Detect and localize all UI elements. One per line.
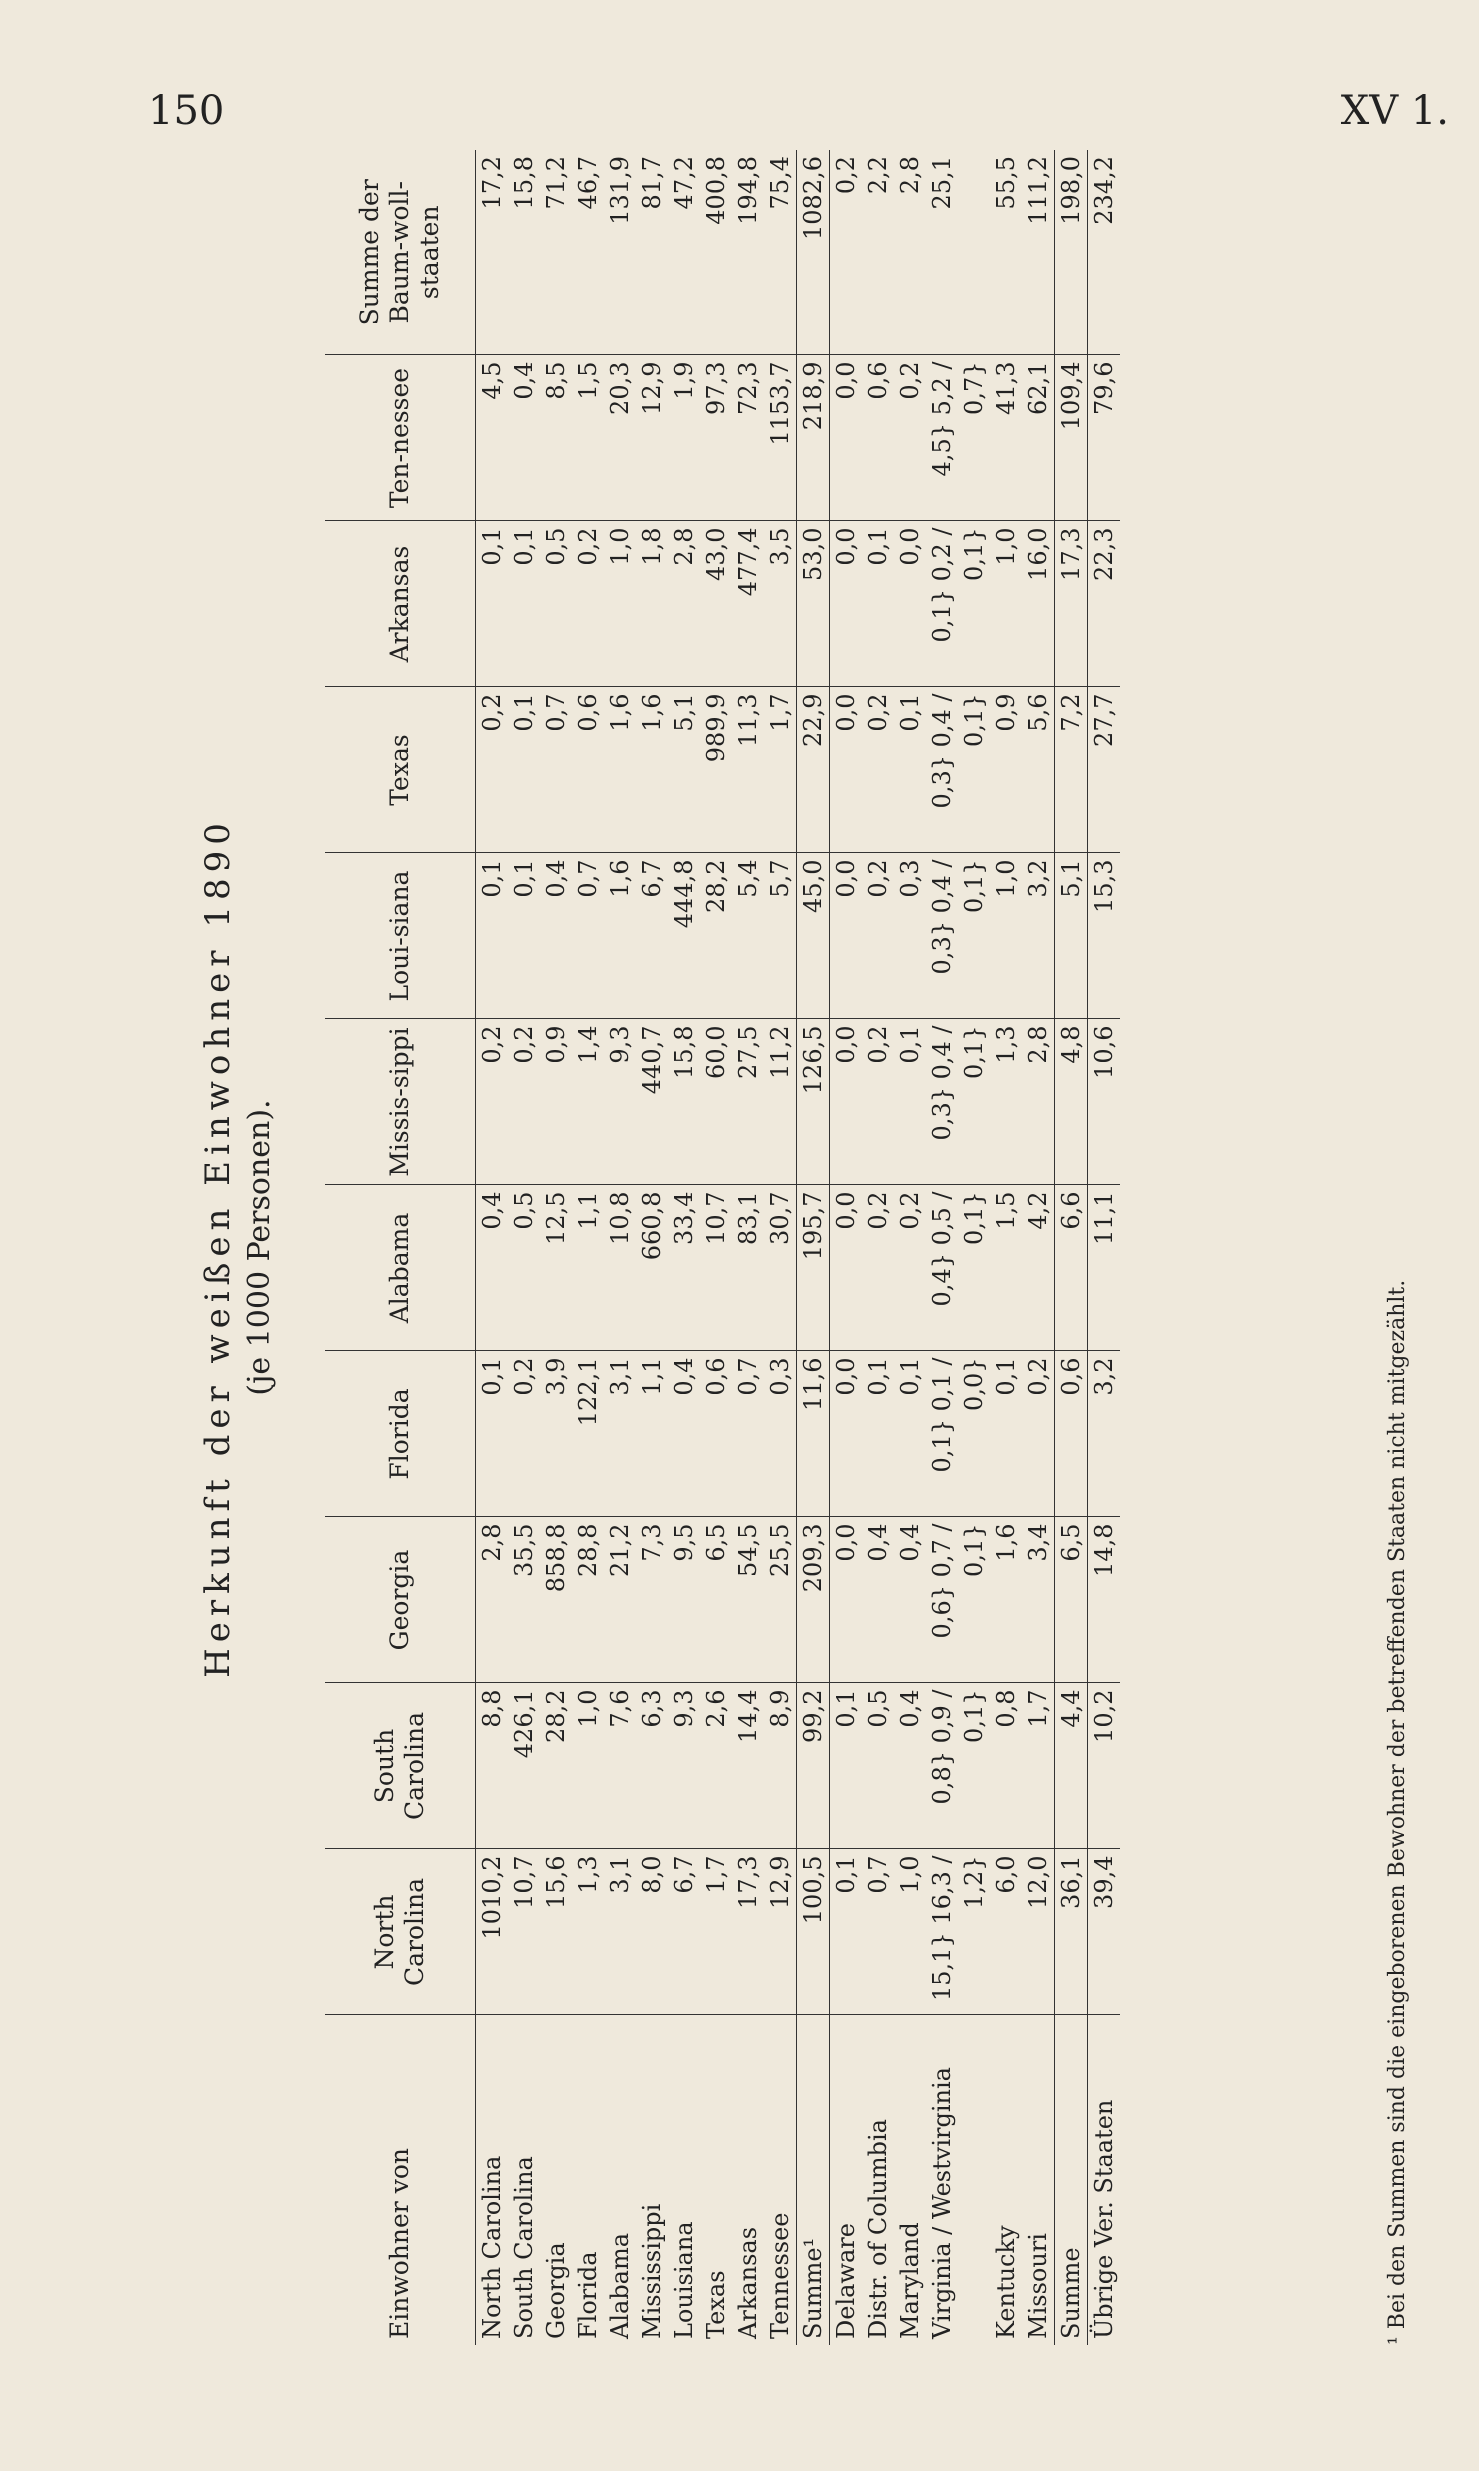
table-cell: 33,4 xyxy=(668,1185,700,1351)
table-cell: 9,3 xyxy=(604,1019,636,1185)
table-cell: 4,5 xyxy=(476,355,509,521)
table-cell: 12,0 xyxy=(1022,1849,1055,2015)
column-header: North Carolina xyxy=(325,1849,476,2015)
column-header: Summe der Baum-woll-staaten xyxy=(325,150,476,355)
table-cell: 1,7 xyxy=(1022,1683,1055,1849)
table-cell: 0,1 xyxy=(508,687,540,853)
table-cell: 28,2 xyxy=(700,853,732,1019)
table-cell: 3,5 xyxy=(764,521,797,687)
table-cell: 122,1 xyxy=(572,1351,604,1517)
table-cell: 0,1 xyxy=(830,1849,863,2015)
table-cell: 0,2 xyxy=(1022,1351,1055,1517)
row-label: Summe¹ xyxy=(797,2015,830,2345)
table-cell: 100,5 xyxy=(797,1849,830,2015)
table-cell: 1,7 xyxy=(764,687,797,853)
table-cell: 6,7 xyxy=(668,1849,700,2015)
table-title: Herkunft der weißen Einwohner 1890 xyxy=(198,817,238,1678)
table-row xyxy=(1022,150,1055,2345)
table-cell: 0,1 xyxy=(476,853,509,1019)
table-row xyxy=(636,150,668,2345)
table-cell: 0,3} 0,4 / 0,1} xyxy=(926,687,990,853)
table-cell: 60,0 xyxy=(700,1019,732,1185)
table-cell: 5,4 xyxy=(732,853,764,1019)
row-label: Tennessee xyxy=(766,2212,794,2339)
table-cell: 0,5 xyxy=(508,1185,540,1351)
table-cell: 8,8 xyxy=(476,1683,509,1849)
row-label: North Carolina xyxy=(478,2155,506,2339)
table-cell: 25,1 xyxy=(926,150,990,355)
table-row xyxy=(604,150,636,2345)
table-cell: 10,2 xyxy=(1088,1683,1121,1849)
table-cell: 1,6 xyxy=(636,687,668,853)
table-cell: 45,0 xyxy=(797,853,830,1019)
table-cell: 0,0 xyxy=(830,1351,863,1517)
table-cell: 8,0 xyxy=(636,1849,668,2015)
row-label: Georgia xyxy=(542,2242,570,2339)
table-cell: 0,1 xyxy=(508,853,540,1019)
table-cell: 4,5} 5,2 / 0,7} xyxy=(926,355,990,521)
table-cell: 0,0 xyxy=(830,853,863,1019)
table-cell: 55,5 xyxy=(990,150,1022,355)
table-cell: 0,0 xyxy=(830,1019,863,1185)
table-cell: 440,7 xyxy=(636,1019,668,1185)
table-cell: 75,4 xyxy=(764,150,797,355)
table-cell: 2,8 xyxy=(894,150,926,355)
table-cell: 6,5 xyxy=(700,1517,732,1683)
table-row xyxy=(476,150,509,2345)
table-cell: 0,4 xyxy=(476,1185,509,1351)
footnote: ¹ Bei den Summen sind die eingeborenen Bewohner der betreffenden Staaten nicht mitgezählt. xyxy=(1385,1279,1410,2345)
table-cell: 6,0 xyxy=(990,1849,1022,2015)
table-cell: 3,1 xyxy=(604,1351,636,1517)
table-cell: 6,5 xyxy=(1055,1517,1088,1683)
table-cell: 1,0 xyxy=(990,521,1022,687)
table-cell: 0,7 xyxy=(862,1849,894,2015)
table-cell: 0,1 xyxy=(894,1351,926,1517)
table-cell: 0,4 xyxy=(540,853,572,1019)
table-cell: 11,2 xyxy=(764,1019,797,1185)
origin-table xyxy=(325,150,1120,2345)
table-cell: 25,5 xyxy=(764,1517,797,1683)
table-row xyxy=(668,150,700,2345)
row-label: Mississippi xyxy=(638,2203,666,2339)
table-cell: 17,3 xyxy=(732,1849,764,2015)
table-cell: 0,1 xyxy=(894,687,926,853)
table-cell: 0,7 xyxy=(572,853,604,1019)
table-cell: 5,7 xyxy=(764,853,797,1019)
table-cell: 9,5 xyxy=(668,1517,700,1683)
table-cell: 444,8 xyxy=(668,853,700,1019)
table-cell: 0,4 xyxy=(508,355,540,521)
table-cell: 8,9 xyxy=(764,1683,797,1849)
table-cell: 1,0 xyxy=(894,1849,926,2015)
table-cell: 8,5 xyxy=(540,355,572,521)
table-cell: 660,8 xyxy=(636,1185,668,1351)
table-cell: 0,2 xyxy=(830,150,863,355)
table-cell: 0,5 xyxy=(540,521,572,687)
header-row xyxy=(325,150,476,2345)
table-cell: 17,2 xyxy=(476,150,509,355)
table-cell: 0,9 xyxy=(990,687,1022,853)
table-cell: 5,1 xyxy=(668,687,700,853)
page-number: 150 xyxy=(148,88,225,134)
table-cell: 0,2 xyxy=(508,1019,540,1185)
table-cell: 0,0 xyxy=(830,521,863,687)
table-cell: 47,2 xyxy=(668,150,700,355)
table-cell: 3,4 xyxy=(1022,1517,1055,1683)
table-cell: 0,2 xyxy=(476,687,509,853)
table-cell: 28,2 xyxy=(540,1683,572,1849)
table-cell: 16,0 xyxy=(1022,521,1055,687)
table-cell: 426,1 xyxy=(508,1683,540,1849)
table-cell: 218,9 xyxy=(797,355,830,521)
table-cell: 1,1 xyxy=(636,1351,668,1517)
table-cell: 79,6 xyxy=(1088,355,1121,521)
table-cell: 1,6 xyxy=(604,853,636,1019)
table-row xyxy=(830,150,863,2345)
table-cell: 0,2 xyxy=(572,521,604,687)
table-cell: 0,0 xyxy=(894,521,926,687)
table-row xyxy=(700,150,732,2345)
row-label: Summe xyxy=(1055,2015,1088,2345)
table-cell: 15,6 xyxy=(540,1849,572,2015)
table-cell: 5,1 xyxy=(1055,853,1088,1019)
table-cell: 0,4 xyxy=(862,1517,894,1683)
table-cell: 0,6 xyxy=(1055,1351,1088,1517)
table-cell: 989,9 xyxy=(700,687,732,853)
table-cell: 0,6 xyxy=(700,1351,732,1517)
table-cell: 0,4 xyxy=(668,1351,700,1517)
table-row xyxy=(797,150,830,2345)
table-cell: 0,2 xyxy=(508,1351,540,1517)
row-label: Virginia / Westvirginia xyxy=(928,2067,956,2339)
table-cell: 0,2 xyxy=(894,355,926,521)
table-cell: 0,1 xyxy=(894,1019,926,1185)
table-row xyxy=(990,150,1022,2345)
table-cell: 234,2 xyxy=(1088,150,1121,355)
row-label: Arkansas xyxy=(734,2226,762,2339)
table-cell: 30,7 xyxy=(764,1185,797,1351)
table-cell: 0,1 xyxy=(990,1351,1022,1517)
row-label: Alabama xyxy=(606,2232,634,2339)
table-row xyxy=(862,150,894,2345)
table-cell: 2,8 xyxy=(1022,1019,1055,1185)
table-cell: 6,3 xyxy=(636,1683,668,1849)
table-row xyxy=(1055,150,1088,2345)
table-cell: 22,3 xyxy=(1088,521,1121,687)
table-cell: 1,6 xyxy=(604,687,636,853)
table-cell: 400,8 xyxy=(700,150,732,355)
table-cell: 0,2 xyxy=(862,1019,894,1185)
table-cell: 0,3} 0,4 / 0,1} xyxy=(926,1019,990,1185)
table-cell: 0,1 xyxy=(862,1351,894,1517)
table-cell: 71,2 xyxy=(540,150,572,355)
table-cell: 3,9 xyxy=(540,1351,572,1517)
table-cell: 46,7 xyxy=(572,150,604,355)
table-cell: 22,9 xyxy=(797,687,830,853)
table-cell: 4,8 xyxy=(1055,1019,1088,1185)
row-label: Kentucky xyxy=(992,2225,1020,2339)
table-cell: 0,5 xyxy=(862,1683,894,1849)
table-cell: 0,3 xyxy=(894,853,926,1019)
table-cell: 126,5 xyxy=(797,1019,830,1185)
table-cell: 62,1 xyxy=(1022,355,1055,521)
table-cell: 0,4 xyxy=(894,1683,926,1849)
table-cell: 1,0 xyxy=(990,853,1022,1019)
table-cell: 0,2 xyxy=(476,1019,509,1185)
table-cell: 2,2 xyxy=(862,150,894,355)
table-cell: 17,3 xyxy=(1055,521,1088,687)
table-cell: 15,3 xyxy=(1088,853,1121,1019)
row-label: Distr. of Columbia xyxy=(864,2119,892,2339)
column-header: Missis-sippi xyxy=(325,1019,476,1185)
table-row xyxy=(508,150,540,2345)
column-header: Texas xyxy=(325,687,476,853)
table-cell: 477,4 xyxy=(732,521,764,687)
table-cell: 12,9 xyxy=(764,1849,797,2015)
table-cell: 0,2 xyxy=(862,687,894,853)
table-cell: 0,0 xyxy=(830,1185,863,1351)
table-cell: 7,3 xyxy=(636,1517,668,1683)
table-cell: 72,3 xyxy=(732,355,764,521)
table-cell: 194,8 xyxy=(732,150,764,355)
table-cell: 81,7 xyxy=(636,150,668,355)
table-cell: 41,3 xyxy=(990,355,1022,521)
table-cell: 2,8 xyxy=(668,521,700,687)
table-cell: 10,7 xyxy=(508,1849,540,2015)
table-cell: 1,5 xyxy=(572,355,604,521)
column-header: Georgia xyxy=(325,1517,476,1683)
row-label: Missouri xyxy=(1024,2233,1052,2339)
table-cell: 15,8 xyxy=(508,150,540,355)
table-cell: 0,3 xyxy=(764,1351,797,1517)
table-cell: 4,2 xyxy=(1022,1185,1055,1351)
table-cell: 27,5 xyxy=(732,1019,764,1185)
table-cell: 0,1 xyxy=(476,1351,509,1517)
table-cell: 1,0 xyxy=(604,521,636,687)
table-row xyxy=(540,150,572,2345)
table-cell: 43,0 xyxy=(700,521,732,687)
table-cell: 1082,6 xyxy=(797,150,830,355)
row-label: Übrige Ver. Staaten xyxy=(1088,2015,1121,2345)
table-row xyxy=(894,150,926,2345)
table-cell: 10,7 xyxy=(700,1185,732,1351)
table-cell: 21,2 xyxy=(604,1517,636,1683)
table-cell: 20,3 xyxy=(604,355,636,521)
column-header: South Carolina xyxy=(325,1683,476,1849)
table-cell: 11,3 xyxy=(732,687,764,853)
table-cell: 1,5 xyxy=(990,1185,1022,1351)
table-cell: 6,7 xyxy=(636,853,668,1019)
table-cell: 1,0 xyxy=(572,1683,604,1849)
table-row xyxy=(1088,150,1121,2345)
table-cell: 12,9 xyxy=(636,355,668,521)
row-label: Maryland xyxy=(896,2222,924,2339)
table-cell: 209,3 xyxy=(797,1517,830,1683)
row-label: South Carolina xyxy=(510,2156,538,2339)
table-cell: 35,5 xyxy=(508,1517,540,1683)
row-label: Delaware xyxy=(830,2015,863,2345)
column-header: Einwohner von xyxy=(325,2015,476,2345)
table-cell: 0,0 xyxy=(830,687,863,853)
table-cell: 1,8 xyxy=(636,521,668,687)
table-cell: 0,2 xyxy=(862,853,894,1019)
table-cell: 0,1 xyxy=(476,521,509,687)
table-cell: 195,7 xyxy=(797,1185,830,1351)
table-cell: 7,6 xyxy=(604,1683,636,1849)
table-cell: 11,6 xyxy=(797,1351,830,1517)
table-cell: 3,2 xyxy=(1022,853,1055,1019)
table-cell: 36,1 xyxy=(1055,1849,1088,2015)
table-cell: 4,4 xyxy=(1055,1683,1088,1849)
table-cell: 0,8} 0,9 / 0,1} xyxy=(926,1683,990,1849)
table-cell: 6,6 xyxy=(1055,1185,1088,1351)
table-cell: 27,7 xyxy=(1088,687,1121,853)
table-cell: 111,2 xyxy=(1022,150,1055,355)
table-cell: 2,8 xyxy=(476,1517,509,1683)
table-cell: 0,3} 0,4 / 0,1} xyxy=(926,853,990,1019)
table-cell: 0,8 xyxy=(990,1683,1022,1849)
table-cell: 1,4 xyxy=(572,1019,604,1185)
table-cell: 0,4 xyxy=(894,1517,926,1683)
table-cell: 1,7 xyxy=(700,1849,732,2015)
rotated-table-block xyxy=(190,150,1435,2345)
table-cell: 1010,2 xyxy=(476,1849,509,2015)
table-cell: 858,8 xyxy=(540,1517,572,1683)
table-cell: 99,2 xyxy=(797,1683,830,1849)
table-cell: 0,1 xyxy=(508,521,540,687)
table-cell: 0,1} 0,1 / 0,0} xyxy=(926,1351,990,1517)
table-cell: 0,2 xyxy=(862,1185,894,1351)
table-row xyxy=(732,150,764,2345)
table-cell: 109,4 xyxy=(1055,355,1088,521)
table-subtitle: (je 1000 Personen). xyxy=(242,1099,277,1396)
row-label: Louisiana xyxy=(670,2221,698,2339)
table-cell: 3,2 xyxy=(1088,1351,1121,1517)
table-cell: 10,8 xyxy=(604,1185,636,1351)
table-body xyxy=(476,150,1121,2345)
table-cell: 0,6} 0,7 / 0,1} xyxy=(926,1517,990,1683)
column-header: Florida xyxy=(325,1351,476,1517)
table-cell: 15,8 xyxy=(668,1019,700,1185)
table-cell: 0,0 xyxy=(830,355,863,521)
table-cell: 14,8 xyxy=(1088,1517,1121,1683)
table-cell: 0,0 xyxy=(830,1517,863,1683)
table-cell: 0,2 xyxy=(894,1185,926,1351)
table-cell: 11,1 xyxy=(1088,1185,1121,1351)
table-cell: 14,4 xyxy=(732,1683,764,1849)
table-cell: 131,9 xyxy=(604,150,636,355)
table-row xyxy=(926,150,990,2345)
table-cell: 1,9 xyxy=(668,355,700,521)
table-cell: 0,1 xyxy=(830,1683,863,1849)
column-header: Ten-nessee xyxy=(325,355,476,521)
table-cell: 1,6 xyxy=(990,1517,1022,1683)
table-cell: 10,6 xyxy=(1088,1019,1121,1185)
table-cell: 12,5 xyxy=(540,1185,572,1351)
column-header: Loui-siana xyxy=(325,853,476,1019)
table-cell: 0,9 xyxy=(540,1019,572,1185)
table-cell: 198,0 xyxy=(1055,150,1088,355)
table-cell: 3,1 xyxy=(604,1849,636,2015)
column-header: Arkansas xyxy=(325,521,476,687)
title-block xyxy=(190,150,320,2345)
table-cell: 1,1 xyxy=(572,1185,604,1351)
table-row xyxy=(764,150,797,2345)
table-cell: 83,1 xyxy=(732,1185,764,1351)
table-row xyxy=(572,150,604,2345)
table-cell: 5,6 xyxy=(1022,687,1055,853)
table-cell: 0,6 xyxy=(862,355,894,521)
table-cell: 0,4} 0,5 / 0,1} xyxy=(926,1185,990,1351)
table-cell: 53,0 xyxy=(797,521,830,687)
table-cell: 1153,7 xyxy=(764,355,797,521)
column-header: Alabama xyxy=(325,1185,476,1351)
table-cell: 1,3 xyxy=(572,1849,604,2015)
table-cell: 2,6 xyxy=(700,1683,732,1849)
table-cell: 0,6 xyxy=(572,687,604,853)
table-cell: 0,7 xyxy=(540,687,572,853)
table-cell: 54,5 xyxy=(732,1517,764,1683)
row-label: Florida xyxy=(574,2251,602,2339)
table-cell: 15,1} 16,3 / 1,2} xyxy=(926,1849,990,2015)
section-label: XV 1. xyxy=(1340,88,1449,134)
table-cell: 97,3 xyxy=(700,355,732,521)
table-cell: 7,2 xyxy=(1055,687,1088,853)
table-cell: 0,1} 0,2 / 0,1} xyxy=(926,521,990,687)
row-label: Texas xyxy=(702,2270,730,2339)
table-cell: 9,3 xyxy=(668,1683,700,1849)
table-cell: 0,1 xyxy=(862,521,894,687)
table-cell: 28,8 xyxy=(572,1517,604,1683)
table-cell: 39,4 xyxy=(1088,1849,1121,2015)
table-cell: 1,3 xyxy=(990,1019,1022,1185)
table-cell: 0,7 xyxy=(732,1351,764,1517)
